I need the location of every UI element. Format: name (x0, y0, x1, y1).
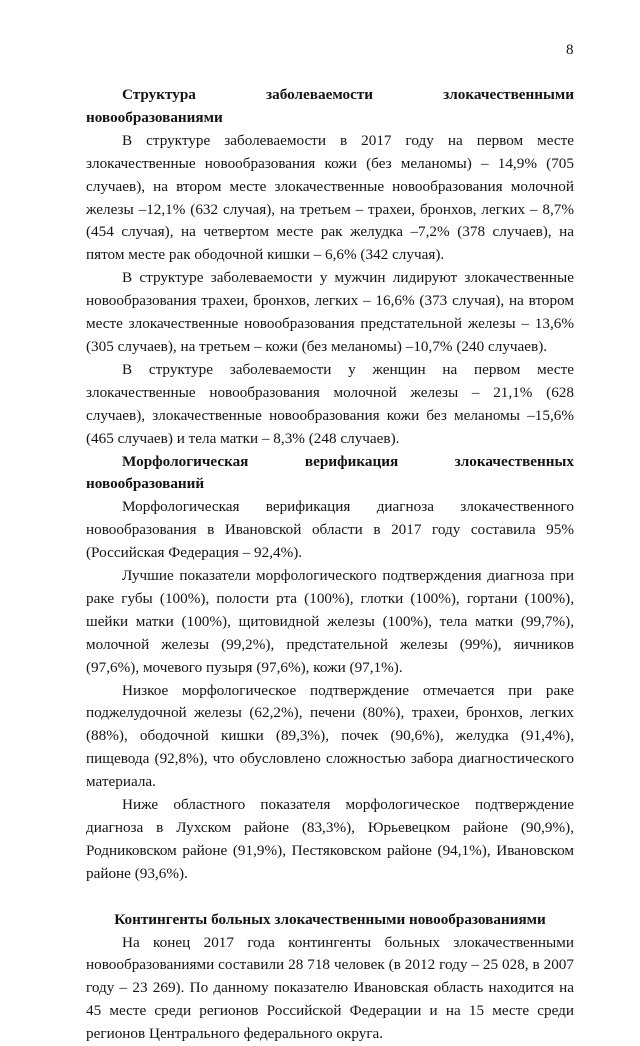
paragraph-verification-rate: Морфологическая верификация диагноза злокачественного новообразования в Ивановской области в 2017 году составила 95% (Российская Федерация – 92,4%). (86, 498, 574, 562)
paragraph-below-regional: Ниже областного показателя морфологическое подтверждение диагноза в Лухском районе (83,3%), Юрьевецком районе (90,9%), Родниковском районе (91,9%), Пестяковском районе (94,1%), Ивановском районе (93,6%). (86, 796, 574, 882)
paragraph-contingents: На конец 2017 года контингенты больных злокачественными новообразованиями составили 28 718 человек (в 2012 году – 25 028, в 2007 году – 23 269). По данному показателю Ивановская область находится на 45 месте среди регионов Российской Федерации и на 15 месте среди регионов Центрального федерального округа. (86, 933, 574, 1043)
paragraph-women-structure: В структуре заболеваемости у женщин на первом месте злокачественные новообразования молочной железы – 21,1% (628 случаев), злокачественные новообразования кожи без меланомы –15,6% (465 случаев) и тела матки – 8,3% (248 случаев). (86, 360, 574, 447)
section-heading-morphological-verification: Морфологическая верификация злокачественных новообразований (86, 452, 574, 493)
document-body (86, 84, 574, 1046)
paragraph-low-confirmation: Низкое морфологическое подтверждение отмечается при раке поджелудочной железы (62,2%), печени (80%), трахеи, бронхов, легких (88%), ободочной кишки (89,3%), почек (90,6%), желудка (91,4%), пищевода (92,8%), что обусловлено сложностью забора диагностического материала. (86, 681, 574, 791)
paragraph-men-structure: В структуре заболеваемости у мужчин лидируют злокачественные новообразования трахеи, бронхов, легких – 16,6% (373 случая), на втором месте злокачественные новообразования предстательной железы – 13,6% (305 случаев), на третьем – кожи (без меланомы) –10,7% (240 случаев). (86, 269, 574, 355)
paragraph-best-indicators: Лучшие показатели морфологического подтверждения диагноза при раке губы (100%), полости рта (100%), глотки (100%), гортани (100%), шейки матки (100%), щитовидной железы (100%), тела матки (99,7%), молочной железы (99,2%), предстательной железы (99%), яичников (97,6%), мочевого пузыря (97,6%), кожи (97,1%). (86, 567, 574, 676)
section-heading-incidence-structure: Структура заболеваемости злокачественными новообразованиями (86, 86, 574, 126)
section-heading-patient-contingents: Контингенты больных злокачественными новообразованиями (114, 910, 546, 928)
paragraph-overall-structure: В структуре заболеваемости в 2017 году на первом месте злокачественные новообразования кожи (без меланомы) – 14,9% (705 случаев), на втором месте злокачественные новообразования молочной железы –12,1% (632 случая), на третьем – трахеи, бронхов, легких – 8,7% (454 случая), на четвертом месте рак желудка –7,2% (378 случаев), на пятом месте рак ободочной кишки – 6,6% (342 случая). (86, 131, 574, 264)
page-number: 8 (566, 42, 574, 58)
